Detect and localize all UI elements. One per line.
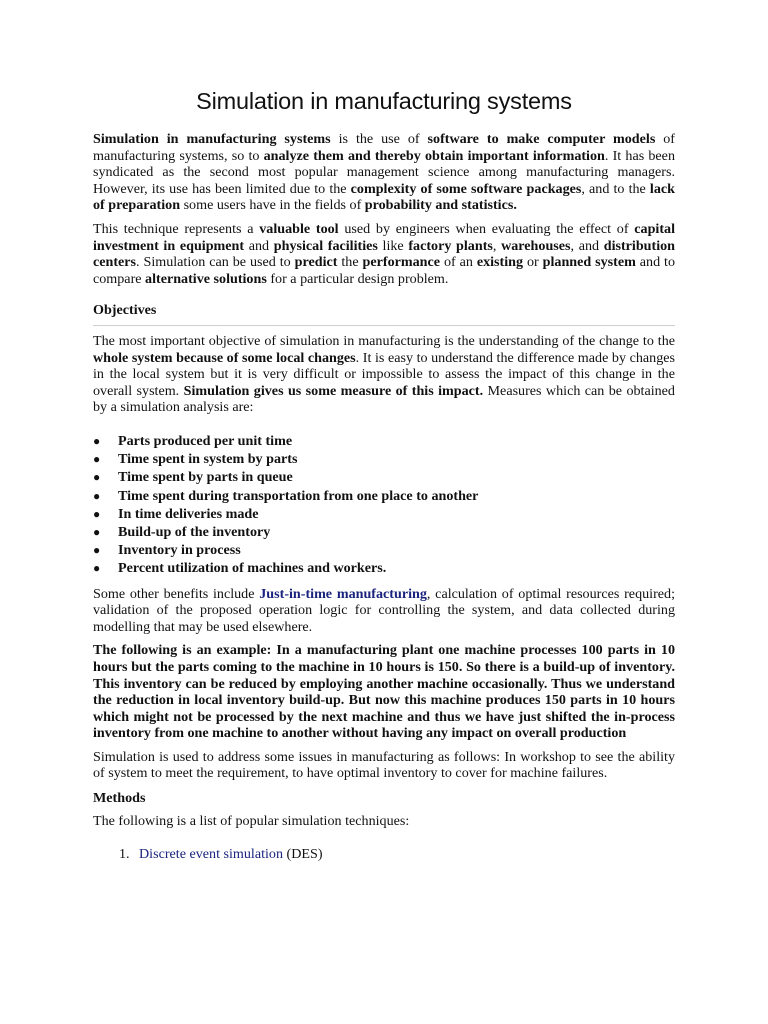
bullet-icon: ● [93, 470, 101, 485]
text-segment: . Simulation can be used to [136, 254, 295, 271]
list-item [93, 487, 675, 505]
method-link[interactable]: Discrete event simulation [139, 846, 284, 863]
bold-text: distribution centers [93, 237, 676, 271]
text-segment: This technique represents a [93, 220, 260, 237]
bullet-icon: ● [93, 561, 101, 576]
bullet-icon: ● [93, 543, 101, 558]
bold-text: complexity of some software packages [350, 180, 582, 197]
bold-text: lack of preparation [93, 180, 675, 214]
text-segment: Some other benefits include [93, 585, 260, 602]
list-number: 1. [119, 846, 130, 863]
text-segment: . It is easy to understand the difference made by changes in the local system but it is very difficult or impossible to assess the impact of this change in the overall system. [93, 349, 675, 399]
objectives-heading: Objectives [93, 302, 157, 319]
benefits-paragraph [93, 586, 675, 636]
list-item-text: Time spent in system by parts [118, 451, 298, 468]
document-content [93, 88, 675, 863]
methods-heading: Methods [93, 790, 146, 807]
bold-text: probability and statistics. [364, 197, 517, 214]
example-paragraph [93, 642, 675, 742]
list-item [93, 432, 675, 450]
bold-text: valuable tool [259, 220, 339, 237]
methods-list-item [119, 846, 675, 863]
list-item-text: Time spent by parts in queue [118, 469, 293, 486]
intro-paragraph [93, 131, 675, 214]
bullet-icon: ● [93, 506, 101, 521]
bold-text: analyze them and thereby obtain important information [263, 147, 605, 164]
text-segment: The most important objective of simulation in manufacturing is the understanding of the change to the [93, 332, 675, 349]
text-segment: is the use of [330, 131, 428, 147]
bold-text: software to make computer models [427, 131, 656, 147]
page-title: Simulation in manufacturing systems [196, 88, 572, 114]
list-item-text: Percent utilization of machines and workers. [118, 560, 387, 577]
text-segment: like [377, 237, 409, 254]
list-item-text: Parts produced per unit time [118, 432, 293, 449]
technique-paragraph [93, 221, 675, 287]
list-item-text: Time spent during transportation from one place to another [118, 487, 479, 504]
text-segment: of manufacturing systems, so to [93, 131, 676, 164]
bold-text: Simulation gives us some measure of this impact. [183, 382, 484, 399]
bullet-icon: ● [93, 524, 101, 539]
methods-list [93, 846, 675, 863]
bold-text: Simulation in manufacturing systems [93, 131, 331, 147]
list-item [93, 523, 675, 541]
list-item [93, 450, 675, 468]
section-divider [93, 325, 675, 326]
issues-paragraph: Simulation is used to address some issues in manufacturing as follows: In workshop to see the ability of system to meet the requirement, to have optimal inventory to cover for machine failures. [93, 748, 675, 782]
list-item-text: Build-up of the inventory [118, 523, 271, 540]
text-segment: some users have in the fields of [180, 197, 365, 214]
list-item [93, 505, 675, 523]
inline-link[interactable]: Just-in-time manufacturing [259, 585, 427, 602]
text-segment: , [492, 237, 502, 254]
measures-list [93, 432, 675, 578]
list-item [93, 559, 675, 577]
methods-intro: The following is a list of popular simulation techniques: [93, 812, 410, 829]
bullet-icon: ● [93, 488, 101, 503]
method-suffix: (DES) [283, 846, 323, 863]
text-segment: of an [440, 254, 477, 271]
bold-text: factory plants [408, 237, 493, 254]
bold-text: existing [476, 254, 524, 271]
bold-text: predict [294, 254, 338, 271]
bullet-icon: ● [93, 433, 101, 448]
text-segment: used by engineers when evaluating the effect of [338, 220, 635, 237]
text-segment: for a particular design problem. [266, 270, 449, 287]
bold-text: physical facilities [273, 237, 378, 254]
bold-text: planned system [542, 254, 636, 271]
text-segment: and [244, 237, 274, 254]
bold-text: alternative solutions [145, 270, 267, 287]
objectives-paragraph [93, 333, 675, 416]
bold-text: warehouses [501, 237, 571, 254]
text-segment: the [337, 254, 363, 271]
bold-text: whole system because of some local changes [93, 349, 356, 366]
text-segment: and to compare [93, 254, 676, 287]
bold-text: capital investment in equipment [93, 220, 675, 254]
bullet-icon: ● [93, 452, 101, 467]
example-text: The following is an example: In a manufacturing plant one machine processes 100 parts in 10 hours but the parts coming to the machine in 10 hours is 150. So there is a build-up of inventory. This inventory can be reduced by employing another machine occasionally. Thus we understand the reduction in local inventory build-up. But now this machine produces 150 parts in 10 hours which might not be processed by the next machine and thus we have just shifted the in-process inventory from one machine to another without having any impact on overall production [93, 642, 675, 742]
text-segment: Measures which can be obtained by a simulation analysis are: [93, 382, 675, 416]
list-item [93, 468, 675, 486]
text-segment: , and [570, 237, 604, 254]
list-item-text: Inventory in process [118, 542, 241, 559]
list-item-text: In time deliveries made [118, 505, 259, 522]
bold-text: performance [362, 254, 441, 271]
list-item [93, 541, 675, 559]
text-segment: . It has been syndicated as the second most popular management science among manufacturing managers. However, its use has been limited due to the [93, 147, 675, 197]
text-segment: or [523, 254, 543, 271]
text-segment: , calculation of optimal resources required; validation of the proposed operation logic for controlling the system, and data collected during modelling that may be used elsewhere. [93, 585, 675, 635]
text-segment: , and to the [581, 180, 650, 197]
